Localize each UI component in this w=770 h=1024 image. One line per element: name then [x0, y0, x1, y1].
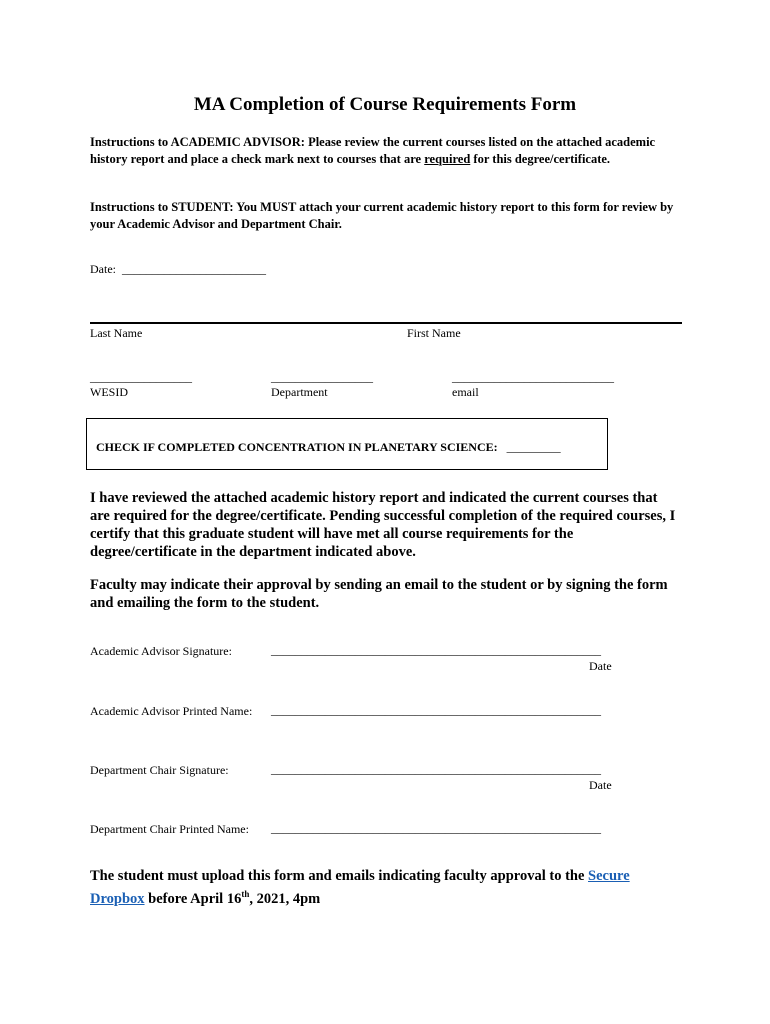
required-word: required: [424, 151, 471, 166]
student-instructions-text: You MUST attach your current academic history report to this form for review by your Academic Advisor and Department Chair.: [90, 200, 674, 231]
advisor-instructions: [90, 134, 680, 167]
upload-instructions: [90, 867, 680, 908]
advisor-signature-line[interactable]: _______________________________________________________: [271, 643, 601, 657]
date-label: Date:: [90, 262, 116, 276]
department-label: Department: [271, 385, 328, 399]
chair-printed-line[interactable]: _______________________________________________________: [271, 821, 601, 835]
advisor-date-label: Date: [589, 659, 612, 673]
chair-printed-label: Department Chair Printed Name:: [90, 822, 249, 836]
student-instructions-label: Instructions to STUDENT:: [90, 200, 234, 214]
advisor-printed-label: Academic Advisor Printed Name:: [90, 704, 253, 718]
date-field[interactable]: [90, 262, 266, 277]
first-name-label: First Name: [407, 326, 461, 340]
name-rule[interactable]: [90, 322, 682, 324]
wesid-line[interactable]: _________________: [90, 370, 192, 384]
planetary-science-label: CHECK IF COMPLETED CONCENTRATION IN PLANETARY SCIENCE:: [96, 440, 498, 454]
advisor-instructions-label: Instructions to ACADEMIC ADVISOR:: [90, 135, 305, 149]
wesid-label: WESID: [90, 385, 128, 399]
email-label: email: [452, 385, 479, 399]
department-line[interactable]: _________________: [271, 370, 373, 384]
advisor-instructions-text-end: for this degree/certificate.: [470, 151, 611, 166]
upload-deadline-time: , 2021, 4pm: [249, 890, 321, 907]
upload-text: The student must upload this form and emails indicating faculty approval to the: [90, 868, 589, 884]
secure-dropbox-link[interactable]: Secure Dropbox: [90, 868, 630, 907]
planetary-science-check[interactable]: [96, 440, 561, 455]
certification-statement: I have reviewed the attached academic history report and indicated the current courses that are required for the degree/certificate. Pending successful completion of the required courses, I certify that this graduate student will have met all course requirements for the degree/certificate in the department indicated above.: [90, 490, 676, 560]
faculty-note: Faculty may indicate their approval by sending an email to the student or by signing the form and emailing the form to the student.: [90, 577, 668, 611]
email-line[interactable]: ___________________________: [452, 370, 614, 384]
student-instructions: [90, 199, 680, 232]
chair-date-label: Date: [589, 778, 612, 792]
advisor-signature-label: Academic Advisor Signature:: [90, 644, 232, 658]
last-name-label: Last Name: [90, 326, 143, 340]
advisor-printed-line[interactable]: _______________________________________________________: [271, 703, 601, 717]
chair-signature-label: Department Chair Signature:: [90, 763, 229, 777]
planetary-science-line: _________: [506, 440, 561, 454]
deadline-superscript: th: [241, 889, 250, 899]
chair-signature-line[interactable]: _______________________________________________________: [271, 762, 601, 776]
date-line: ________________________: [122, 262, 266, 276]
page-title: MA Completion of Course Requirements Form: [193, 94, 577, 115]
upload-deadline-text: before April 16: [144, 890, 242, 907]
advisor-instructions-text: Please review the current courses listed on the attached academic history report and place a check mark next to courses that are: [90, 135, 656, 166]
